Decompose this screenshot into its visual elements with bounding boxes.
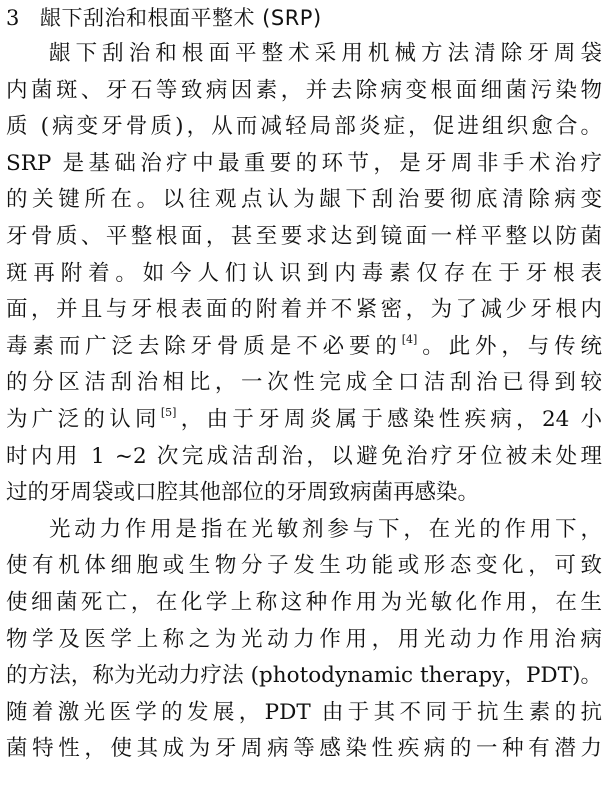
document-page [6, 0, 602, 768]
text-line: 内菌斑、牙石等致病因素，并去除病变根面细菌污染物 [6, 77, 602, 103]
text-line: 时内用 1 ~2 次完成洁刮治，以避免治疗牙位被未处理 [6, 443, 602, 469]
text-segment: 。此外，与传统 [417, 333, 602, 359]
text-line: 面，并且与牙根表面的附着并不紧密，为了减少牙根内 [6, 297, 602, 323]
citation-ref-4: [4] [401, 332, 418, 346]
citation-ref-5: [5] [160, 405, 177, 419]
section-number: 3 [6, 6, 20, 30]
section-title: 龈下刮治和根面平整术 (SRP) [40, 6, 322, 30]
section-heading [6, 0, 602, 36]
text-line-with-citation [6, 329, 602, 366]
text-segment: 毒素而广泛去除牙骨质是不必要的 [6, 333, 402, 359]
text-line: 斑再附着。如今人们认识到内毒素仅存在于牙根表 [6, 260, 602, 286]
paragraph-srp [6, 36, 602, 512]
text-line: 使细菌死亡，在化学上称这种作用为光敏化作用，在生 [6, 589, 602, 615]
text-line: 随着激光医学的发展，PDT 由于其不同于抗生素的抗 [6, 699, 602, 725]
text-line: 过的牙周袋或口腔其他部位的牙周致病菌再感染。 [6, 480, 480, 506]
text-line-with-citation [6, 402, 602, 439]
text-line: 光动力作用是指在光敏剂参与下，在光的作用下， [49, 516, 602, 542]
text-line: 牙骨质、平整根面，甚至要求达到镜面一样平整以防菌 [6, 223, 602, 249]
text-line: 的分区洁刮治相比，一次性完成全口洁刮治已得到较 [6, 370, 602, 396]
text-line: 龈下刮治和根面平整术采用机械方法清除牙周袋 [49, 41, 602, 66]
text-line: 的关键所在。以往观点认为龈下刮治要彻底清除病变 [6, 187, 602, 213]
text-segment: ，由于牙周炎属于感染性疾病，24 小 [176, 406, 602, 432]
text-line: SRP 是基础治疗中最重要的环节，是牙周非手术治疗 [6, 150, 602, 176]
text-line: 使有机体细胞或生物分子发生功能或形态变化，可致 [6, 553, 602, 579]
text-line: 物学及医学上称之为光动力作用，用光动力作用治病 [6, 626, 602, 652]
text-segment: 为广泛的认同 [6, 406, 161, 432]
text-line: 菌特性，使其成为牙周病等感染性疾病的一种有潜力 [6, 736, 602, 762]
text-line: 质 (病变牙骨质)，从而减轻局部炎症，促进组织愈合。 [6, 114, 602, 140]
paragraph-pdt [6, 512, 602, 768]
text-line: 的方法，称为光动力疗法 (photodynamic therapy，PDT)。 [6, 663, 602, 689]
